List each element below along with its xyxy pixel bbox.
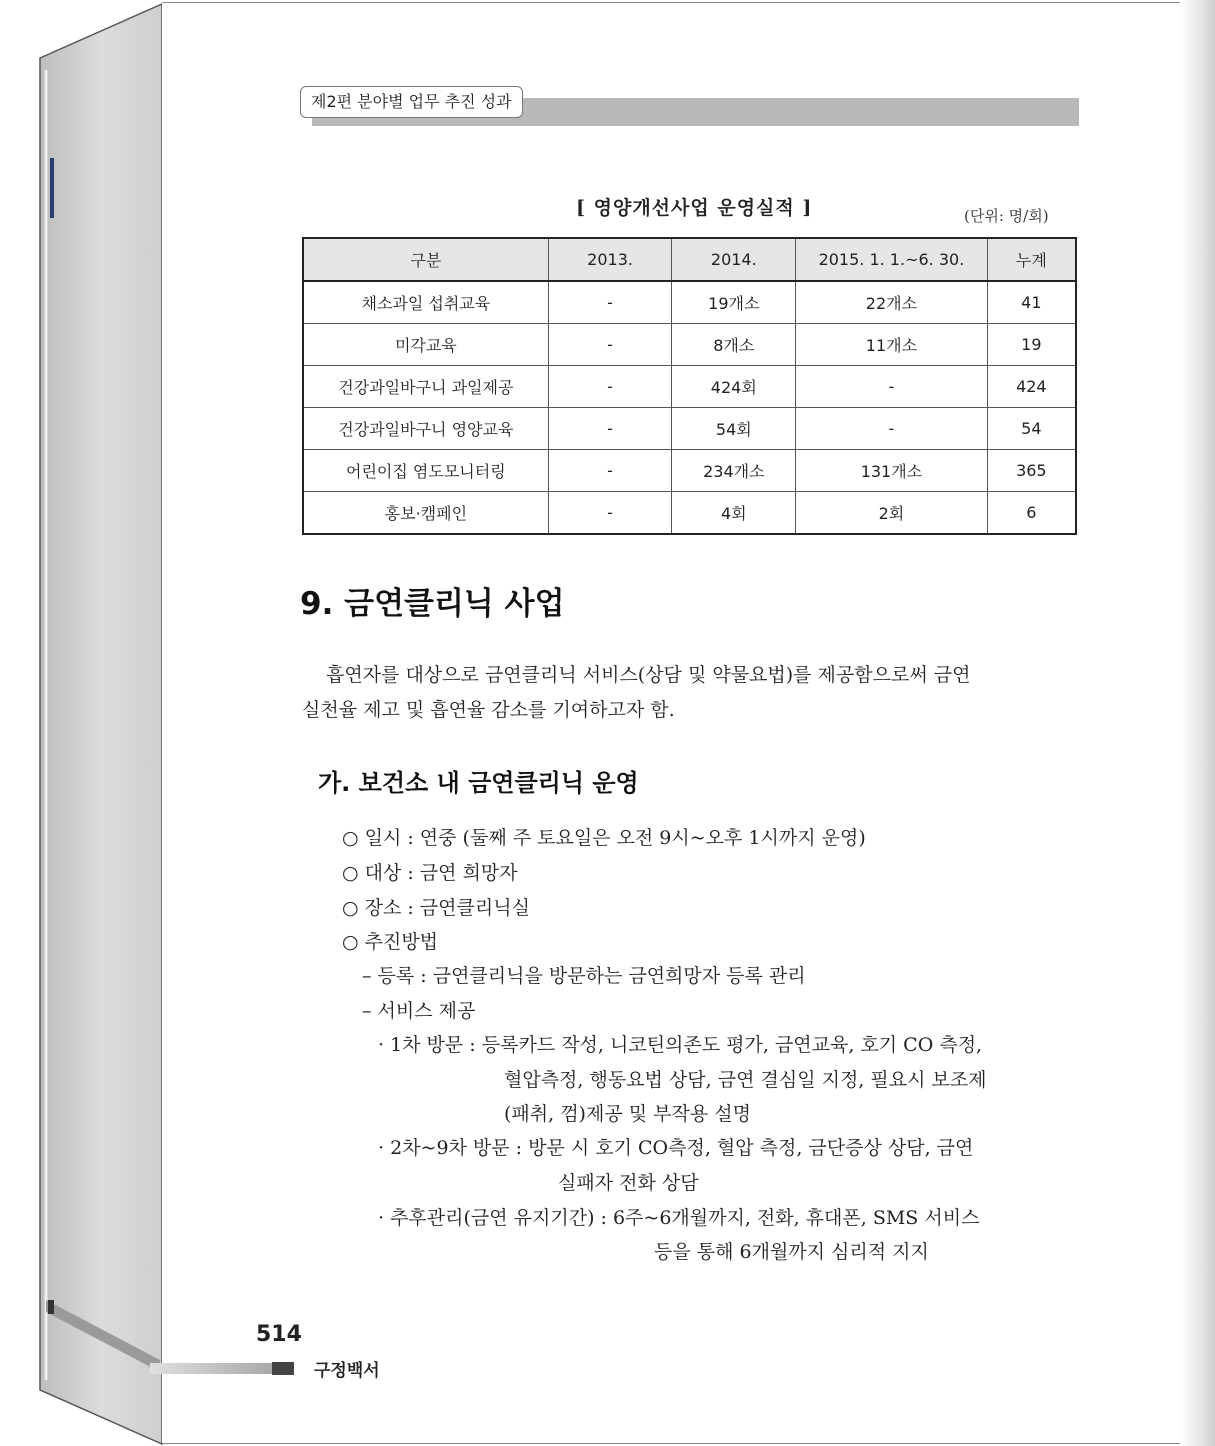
table-header-row	[303, 238, 1076, 281]
table-row	[303, 324, 1076, 366]
table-row	[303, 492, 1076, 535]
table-row	[303, 281, 1076, 324]
table-cell: 424	[987, 366, 1076, 408]
dash-service: – 서비스 제공	[362, 1000, 476, 1022]
dash-registration: – 등록 : 금연클리닉을 방문하는 금연희망자 등록 관리	[362, 965, 806, 987]
table-cell: -	[548, 281, 672, 324]
table-cell: -	[548, 492, 672, 535]
table-cell: 미각교육	[303, 324, 548, 366]
column-header: 누계	[987, 238, 1076, 281]
table-cell: -	[548, 450, 672, 492]
subsection-title: 가. 보건소 내 금연클리닉 운영	[318, 769, 639, 797]
table-cell: 54	[987, 408, 1076, 450]
table-cell: 채소과일 섭취교육	[303, 281, 548, 324]
table-cell: 19개소	[672, 281, 796, 324]
visit2-line: 실패자 전화 상담	[558, 1172, 699, 1194]
table-cell: 424회	[672, 366, 796, 408]
footer-book-title: 구정백서	[314, 1361, 380, 1381]
table-cell: -	[548, 366, 672, 408]
table-cell: 41	[987, 281, 1076, 324]
table-cell: 4회	[672, 492, 796, 535]
table-cell: 건강과일바구니 과일제공	[303, 366, 548, 408]
visit2-line: · 2차~9차 방문 : 방문 시 호기 CO측정, 혈압 측정, 금단증상 상담, 금연	[378, 1137, 974, 1159]
table-row	[303, 366, 1076, 408]
column-header: 2015. 1. 1.~6. 30.	[796, 238, 988, 281]
section-intro	[302, 658, 1077, 728]
table-cell: 2회	[796, 492, 988, 535]
column-header: 구분	[303, 238, 548, 281]
table-cell: 6	[987, 492, 1076, 535]
visit1-line: · 1차 방문 : 등록카드 작성, 니코틴의존도 평가, 금연교육, 호기 CO 측정,	[378, 1034, 983, 1056]
page-number: 514	[256, 1322, 302, 1347]
nutrition-table	[302, 237, 1077, 535]
table-cell: 어린이집 염도모니터링	[303, 450, 548, 492]
header-tab: 제2편 분야별 업무 추진 성과	[300, 86, 523, 118]
table-cell: 11개소	[796, 324, 988, 366]
followup-line: 등을 통해 6개월까지 심리적 지지	[654, 1241, 929, 1263]
bullet-target: ○ 대상 : 금연 희망자	[342, 862, 518, 884]
table-cell: 234개소	[672, 450, 796, 492]
table-cell: -	[796, 408, 988, 450]
footer-bar	[150, 1363, 272, 1374]
table-title: [ 영양개선사업 운영실적 ]	[576, 197, 813, 219]
section-title: 9. 금연클리닉 사업	[300, 586, 565, 622]
table-row	[303, 408, 1076, 450]
table-cell: 54회	[672, 408, 796, 450]
table-cell: 131개소	[796, 450, 988, 492]
visit1-line: (패취, 껌)제공 및 부작용 설명	[504, 1103, 751, 1125]
table-cell: 19	[987, 324, 1076, 366]
book-spine	[0, 0, 170, 1446]
followup-line: · 추후관리(금연 유지기간) : 6주~6개월까지, 전화, 휴대폰, SMS 서비스	[378, 1207, 980, 1229]
table-cell: 22개소	[796, 281, 988, 324]
table-cell: 건강과일바구니 영양교육	[303, 408, 548, 450]
column-header: 2013.	[548, 238, 672, 281]
visit1-line: 혈압측정, 행동요법 상담, 금연 결심일 지정, 필요시 보조제	[504, 1069, 987, 1091]
table-cell: 365	[987, 450, 1076, 492]
bullet-location: ○ 장소 : 금연클리닉실	[342, 897, 530, 919]
column-header: 2014.	[672, 238, 796, 281]
bullet-method: ○ 추진방법	[342, 931, 439, 953]
bullet-schedule: ○ 일시 : 연중 (둘째 주 토요일은 오전 9시~오후 1시까지 운영)	[342, 827, 866, 849]
page-edge	[1180, 0, 1215, 1446]
intro-line: 실천율 제고 및 흡연율 감소를 기여하고자 함.	[302, 699, 675, 721]
footer-block	[272, 1362, 294, 1375]
table-cell: 홍보·캠페인	[303, 492, 548, 535]
table-cell: -	[548, 324, 672, 366]
table-cell: -	[796, 366, 988, 408]
table-cell: 8개소	[672, 324, 796, 366]
table-row	[303, 450, 1076, 492]
intro-line: 흡연자를 대상으로 금연클리닉 서비스(상담 및 약물요법)를 제공함으로써 금연	[326, 664, 971, 686]
table-cell: -	[548, 408, 672, 450]
table-unit: (단위: 명/회)	[964, 207, 1049, 225]
